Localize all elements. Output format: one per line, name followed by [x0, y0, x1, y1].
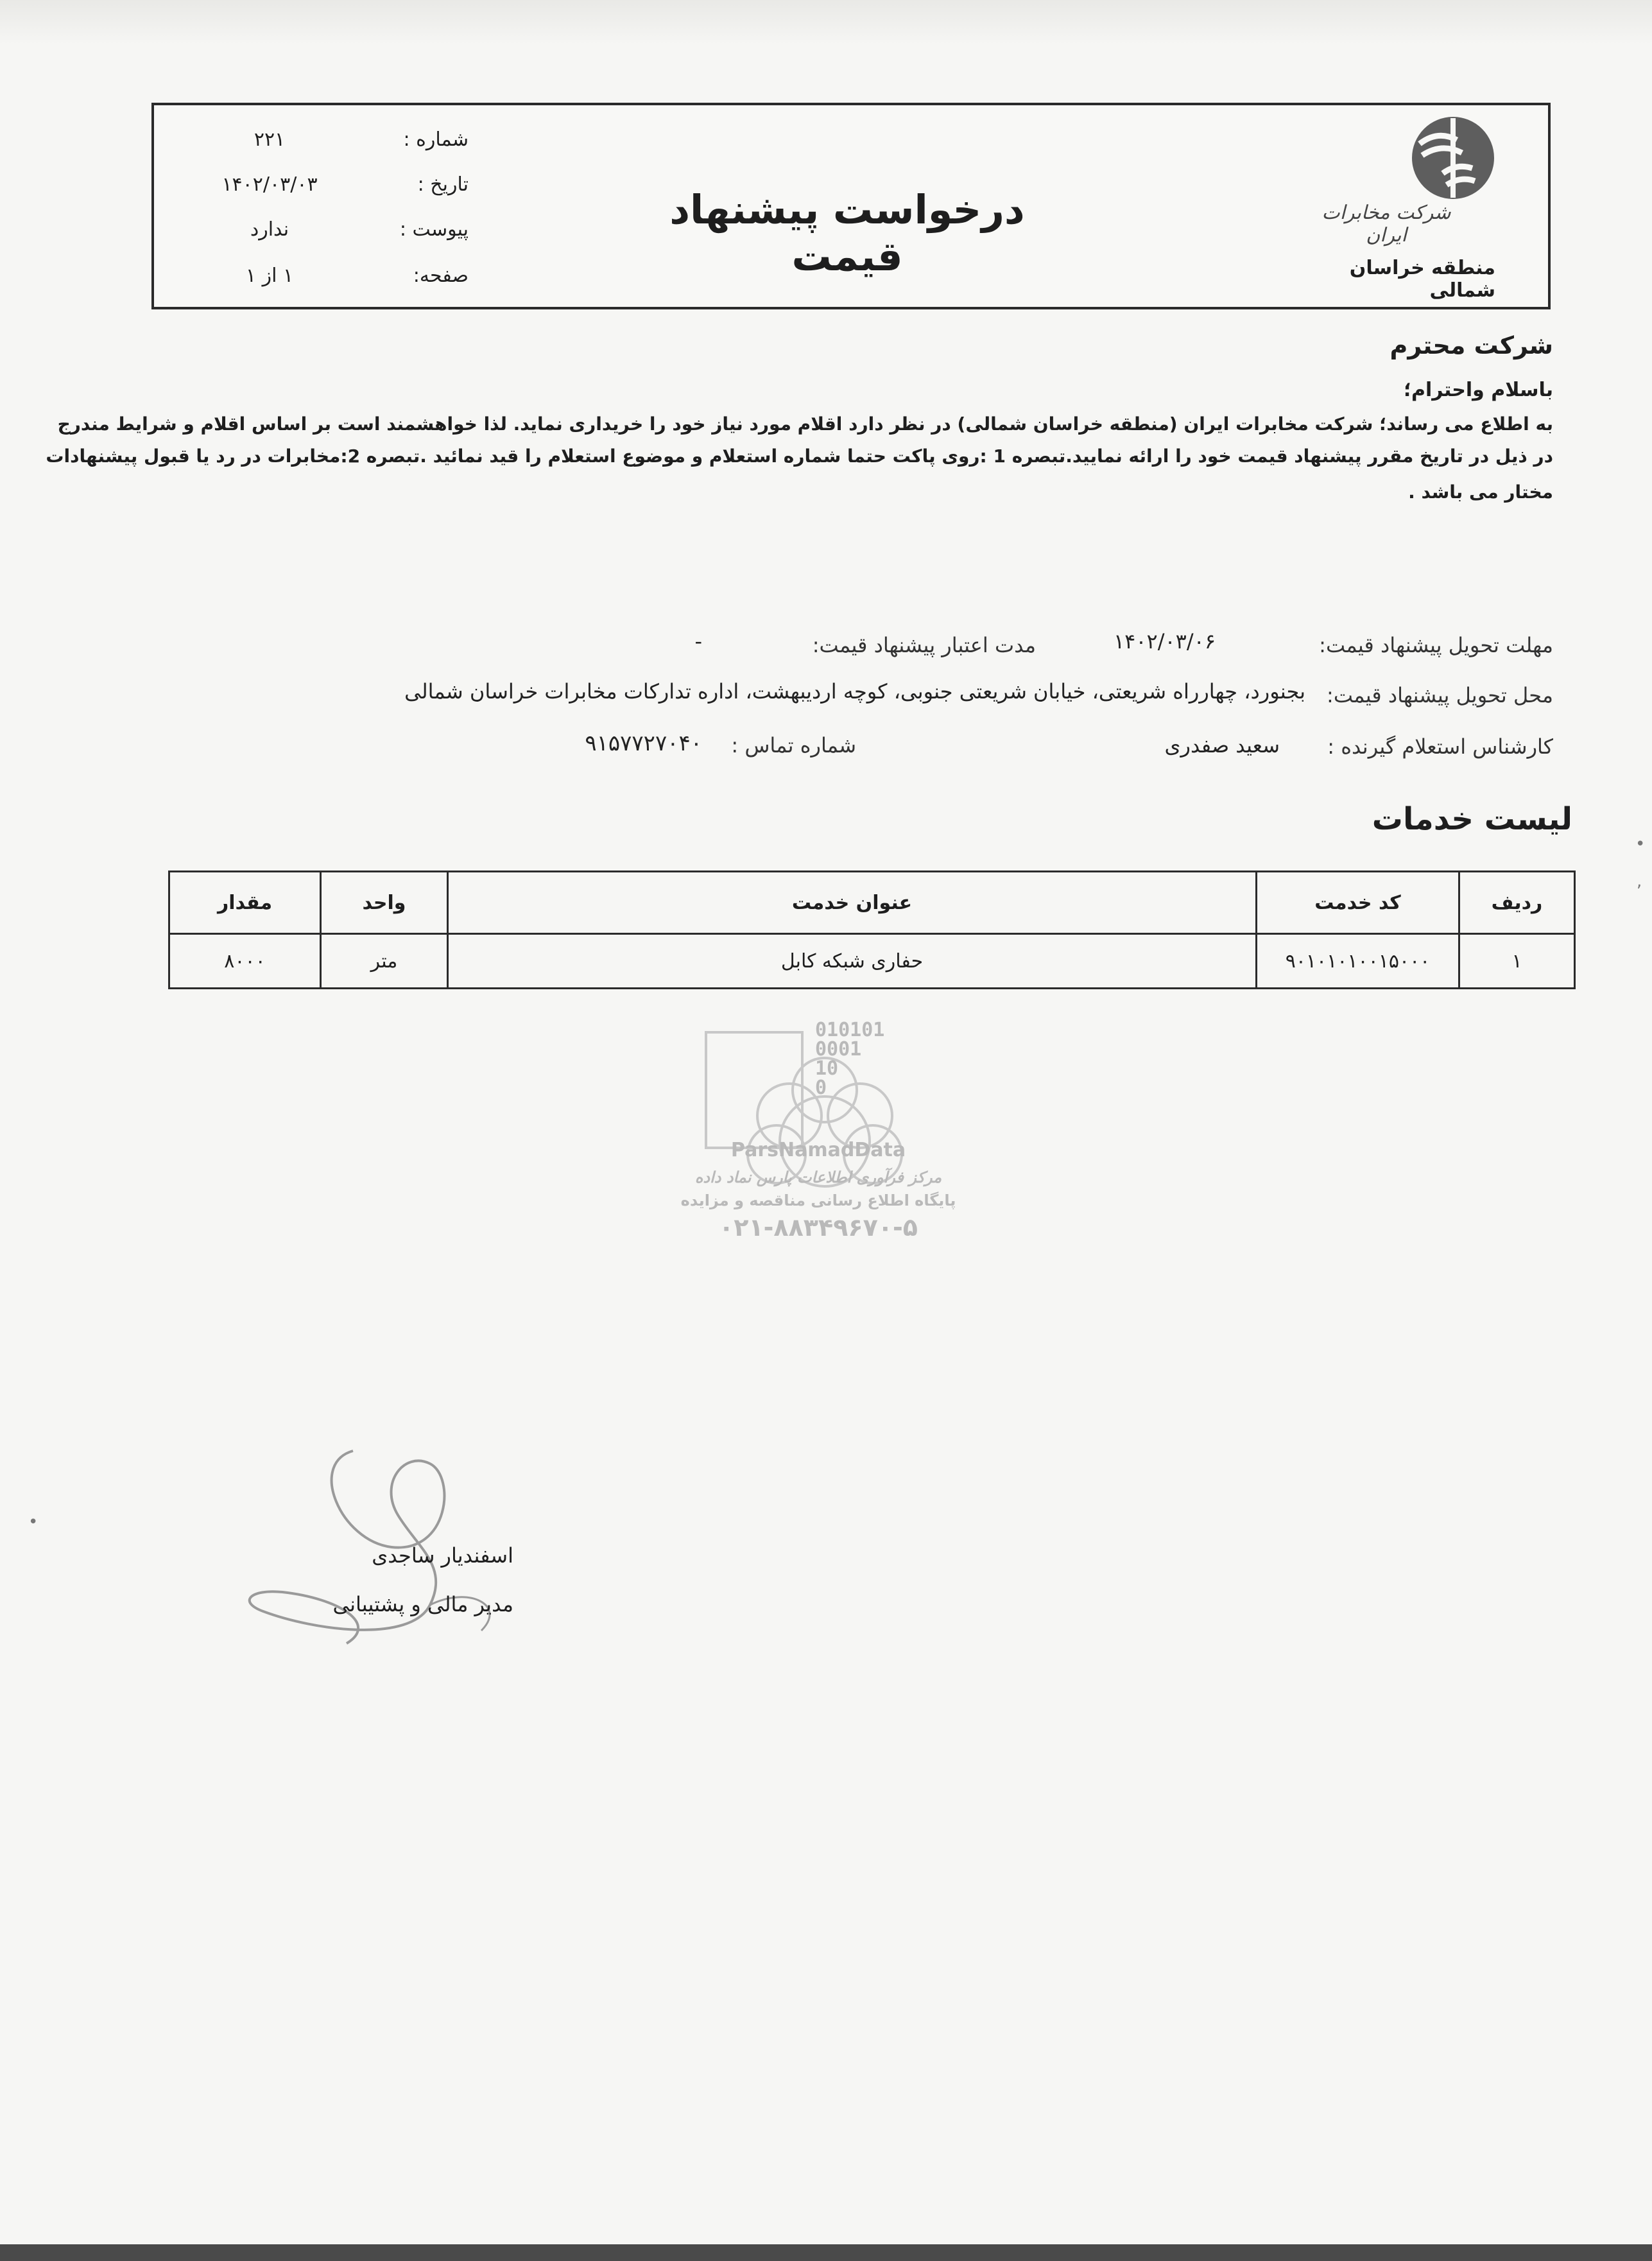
meta-date-label: تاریخ : — [417, 173, 469, 196]
cell-service-code: ۹۰۱۰۱۰۱۰۰۱۵۰۰۰ — [1257, 934, 1459, 989]
validity-label: مدت اعتبار پیشنهاد قیمت: — [812, 633, 1036, 657]
col-row-number: ردیف — [1459, 872, 1575, 934]
table-header-row — [169, 872, 1575, 934]
document-title: درخواست پیشنهاد قیمت — [669, 186, 1025, 280]
cell-service-title: حفاری شبکه کابل — [448, 934, 1257, 989]
col-quantity: مقدار — [169, 872, 321, 934]
watermark-binary: 010101 0001 10 0 — [815, 1019, 885, 1099]
greeting: باسلام واحترام؛ — [1404, 379, 1553, 401]
scan-mark-3: • — [28, 1512, 39, 1532]
salutation: شرکت محترم — [1390, 331, 1553, 360]
deadline-value: ۱۴۰۲/۰۳/۰۶ — [1113, 629, 1216, 654]
col-unit: واحد — [321, 872, 448, 934]
expert-value: سعید صفدری — [1164, 733, 1280, 758]
col-service-code: کد خدمت — [1257, 872, 1459, 934]
body-line-2: در ذیل در تاریخ مقرر پیشنهاد قیمت خود را ارائه نمایید.تبصره 1 :روی پاکت حتما شماره استعلام و موضوع استعلام را قید نمائید .تبصره 2:مخابرات در رد یا قبول پیشنهادات — [46, 446, 1553, 467]
meta-number-label: شماره : — [403, 128, 469, 151]
meta-page-label: صفحه: — [413, 264, 469, 287]
watermark-line-2: پایگاه اطلاع رسانی مناقصه و مزایده — [680, 1191, 956, 1209]
body-line-1: به اطلاع می رساند؛ شرکت مخابرات ایران (منطقه خراسان شمالی) در نظر دارد اقلام مورد نیاز خود را خریداری نماید. لذا خواهشمند است بر اساس اقلام و شرایط مندرج — [57, 413, 1553, 435]
meta-attachment-label: پیوست : — [399, 218, 469, 241]
deadline-label: مهلت تحویل پیشنهاد قیمت: — [1319, 633, 1553, 657]
signer-name: اسفندیار ساجدی — [372, 1543, 513, 1568]
region-name: منطقه خراسان شمالی — [1349, 257, 1495, 302]
col-service-title: عنوان خدمت — [448, 872, 1257, 934]
signer-position: مدیر مالی و پشتیبانی — [332, 1592, 513, 1616]
meta-page-value: ۱ از ۱ — [245, 264, 294, 287]
scan-mark-1: • — [1635, 835, 1646, 854]
location-value: بجنورد، چهارراه شریعتی، خیابان شریعتی جنوبی، کوچه اردیبهشت، اداره تدارکات مخابرات خراسان شمالی — [404, 679, 1305, 704]
cell-unit: متر — [321, 934, 448, 989]
phone-label: شماره تماس : — [731, 733, 856, 758]
meta-date-value: ۱۴۰۲/۰۳/۰۳ — [221, 173, 318, 196]
expert-label: کارشناس استعلام گیرنده : — [1327, 734, 1553, 759]
meta-attachment-value: ندارد — [250, 218, 289, 241]
watermark-brand: ParsNamadData — [730, 1139, 906, 1161]
scan-top-edge — [0, 0, 1652, 45]
cell-quantity: ۸۰۰۰ — [169, 934, 321, 989]
watermark-phone: ۰۲۱-۸۸۳۴۹۶۷۰-۵ — [719, 1213, 918, 1242]
scan-mark-2: , — [1637, 872, 1642, 891]
body-line-3: مختار می باشد . — [1408, 481, 1553, 503]
scan-bottom-edge — [0, 2244, 1652, 2261]
cell-row-number: ۱ — [1459, 934, 1575, 989]
validity-value: - — [694, 629, 702, 654]
phone-value: ۹۱۵۷۷۲۷۰۴۰ — [585, 731, 702, 756]
table-row — [169, 934, 1575, 989]
watermark-line-1: مرکز فرآوری اطلاعات پارس نماد داده — [694, 1168, 942, 1186]
services-table — [168, 871, 1576, 989]
location-label: محل تحویل پیشنهاد قیمت: — [1327, 683, 1553, 707]
services-title: لیست خدمات — [1372, 801, 1572, 837]
meta-number-value: ۲۲۱ — [254, 128, 286, 151]
org-name: شرکت مخابرات ایران — [1321, 202, 1451, 247]
